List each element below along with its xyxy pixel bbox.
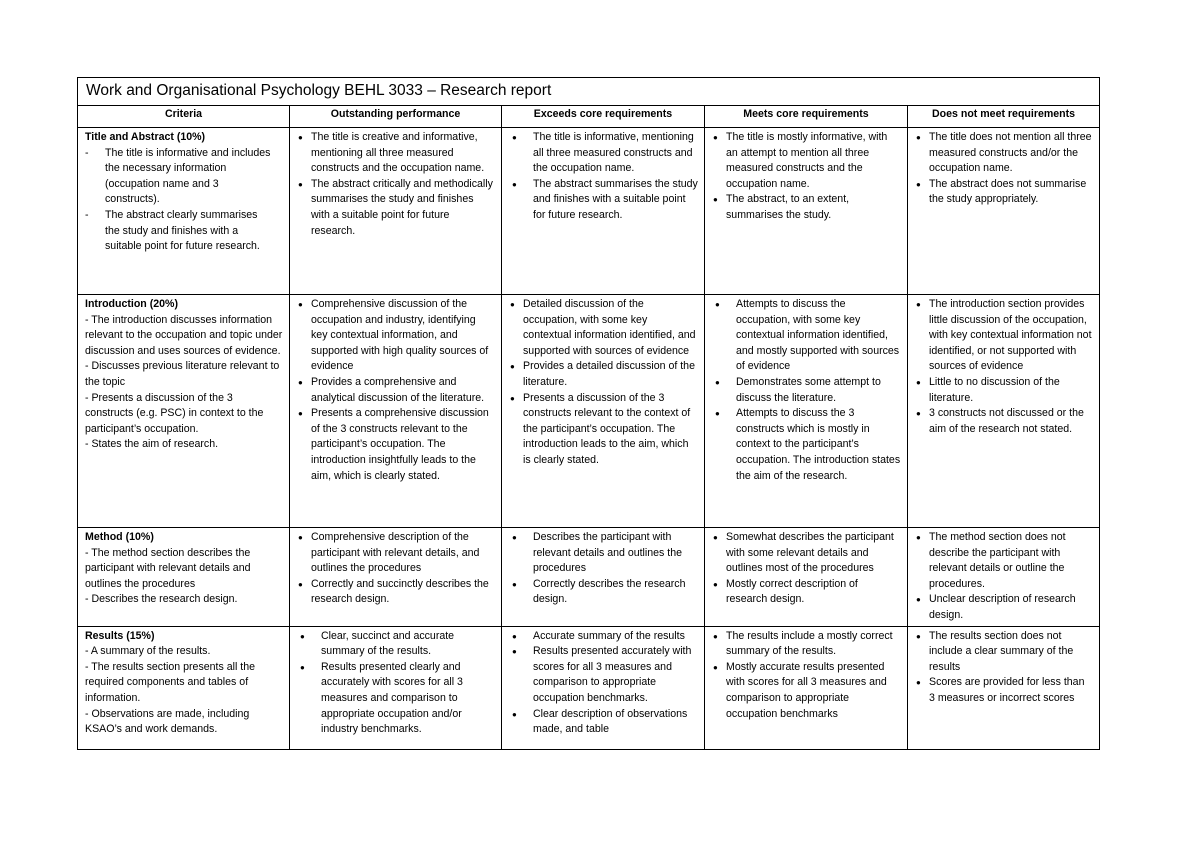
does-not-meet-cell xyxy=(908,128,1100,295)
criteria-line: - Observations are made, including KSAO’s and work demands. xyxy=(85,707,250,736)
list-item: ● Clear description of observations made, and table xyxy=(509,707,698,738)
header-outstanding: Outstanding performance xyxy=(290,106,502,128)
header-row xyxy=(78,106,1100,128)
meets-cell xyxy=(705,528,908,627)
criteria-line: - Presents a discussion of the 3 constructs (e.g. PSC) in context to the participant’s occupation. xyxy=(85,391,264,435)
criteria-line: - The introduction discusses information relevant to the occupation and topic under discussion and uses sources of evidence. xyxy=(85,313,283,357)
list-item: ● The title does not mention all three measured constructs and/or the occupation name. xyxy=(915,130,1093,177)
criteria-item: - The title is informative and includes the necessary information (occupation name and 3 constructs). xyxy=(85,146,283,208)
list-item: ● The title is creative and informative, mentioning all three measured constructs and the occupation name. xyxy=(297,130,495,177)
criteria-cell xyxy=(78,295,290,528)
list-item: ● Unclear description of research design. xyxy=(915,592,1093,623)
header-meets: Meets core requirements xyxy=(705,106,908,128)
list-item: ● Somewhat describes the participant with some relevant details and outlines most of the procedures xyxy=(712,530,901,577)
header-does-not-meet: Does not meet requirements xyxy=(908,106,1100,128)
list-item: ● Provides a comprehensive and analytical discussion of the literature. xyxy=(297,375,495,406)
list-item: ● The abstract does not summarise the study appropriately. xyxy=(915,177,1093,208)
exceeds-cell xyxy=(502,128,705,295)
list-item: ● The results section does not include a clear summary of the results xyxy=(915,629,1093,676)
meets-cell xyxy=(705,295,908,528)
list-item: ● The title is informative, mentioning all three measured constructs and the occupation name. xyxy=(509,130,698,177)
table-row xyxy=(78,626,1100,749)
list-item: ● Comprehensive description of the participant with relevant details, and outlines the procedures xyxy=(297,530,495,577)
criteria-cell xyxy=(78,626,290,749)
rubric-table xyxy=(77,77,1100,750)
list-item: ● The title is mostly informative, with an attempt to mention all three measured constructs and the occupation name. xyxy=(712,130,901,192)
does-not-meet-cell xyxy=(908,626,1100,749)
exceeds-cell xyxy=(502,528,705,627)
header-criteria: Criteria xyxy=(78,106,290,128)
meets-cell xyxy=(705,128,908,295)
list-item: ● The abstract summarises the study and finishes with a suitable point for future research. xyxy=(509,177,698,224)
list-item: ● The abstract critically and methodically summarises the study and finishes with a suitable point for future research. xyxy=(297,177,495,239)
criteria-title: Method (10%) xyxy=(85,531,154,543)
list-item: ● Results presented clearly and accurately with scores for all 3 measures and comparison to appropriate occupation and/or industry benchmarks. xyxy=(297,660,495,738)
criteria-line: - Discusses previous literature relevant to the topic xyxy=(85,360,280,388)
list-item: ● Presents a comprehensive discussion of the 3 constructs relevant to the participant’s occupation. The introduction insightfully leads to the aim, which is clearly stated. xyxy=(297,406,495,484)
criteria-line: - A summary of the results. xyxy=(85,645,211,658)
list-item: ● 3 constructs not discussed or the aim of the research not stated. xyxy=(915,406,1093,437)
list-item: ● Comprehensive discussion of the occupation and industry, identifying key contextual information, and supported with high quality sources of evidence xyxy=(297,297,495,375)
list-item: ● Attempts to discuss the 3 constructs which is mostly in context to the participant’s occupation. The introduction states the aim of the research. xyxy=(712,406,901,484)
list-item: ● Little to no discussion of the literature. xyxy=(915,375,1093,406)
criteria-line: - States the aim of research. xyxy=(85,438,219,451)
criteria-line: - The results section presents all the required components and tables of information. xyxy=(85,660,255,704)
criteria-item: - The abstract clearly summarises the study and finishes with a suitable point for future research. xyxy=(85,208,283,255)
exceeds-cell xyxy=(502,626,705,749)
meets-cell xyxy=(705,626,908,749)
list-item: ● The introduction section provides little discussion of the occupation, with key contextual information not identified, or not supported with sources of evidence xyxy=(915,297,1093,375)
table-row xyxy=(78,128,1100,295)
does-not-meet-cell xyxy=(908,528,1100,627)
criteria-list xyxy=(85,146,283,255)
criteria-line: - The method section describes the participant with relevant details and outlines the procedures xyxy=(85,546,251,590)
header-exceeds: Exceeds core requirements xyxy=(502,106,705,128)
list-item: ● The abstract, to an extent, summarises the study. xyxy=(712,192,901,223)
criteria-cell xyxy=(78,528,290,627)
criteria-title: Title and Abstract (10%) xyxy=(85,131,206,143)
exceeds-cell xyxy=(502,295,705,528)
does-not-meet-cell xyxy=(908,295,1100,528)
outstanding-cell xyxy=(290,295,502,528)
outstanding-cell xyxy=(290,626,502,749)
list-item: ● Results presented accurately with scores for all 3 measures and comparison to appropriate occupation benchmarks. xyxy=(509,644,698,706)
list-item: ● The method section does not describe the participant with relevant details or outline the procedures. xyxy=(915,530,1093,592)
table-row xyxy=(78,528,1100,627)
document-title: Work and Organisational Psychology BEHL 3033 – Research report xyxy=(78,78,1100,106)
list-item: ● Detailed discussion of the occupation, with some key contextual information identified, and supported with sources of evidence xyxy=(509,297,698,359)
outstanding-cell xyxy=(290,528,502,627)
list-item: ● Scores are provided for less than 3 measures or incorrect scores xyxy=(915,675,1093,706)
table-row xyxy=(78,295,1100,528)
list-item: ● Attempts to discuss the occupation, with some key contextual information identified, and mostly supported with sources of evidence xyxy=(712,297,901,375)
list-item: ● Correctly and succinctly describes the research design. xyxy=(297,577,495,608)
list-item: ● Correctly describes the research design. xyxy=(509,577,698,608)
list-item: ● Presents a discussion of the 3 constructs relevant to the context of the participant’s occupation. The introduction leads to the aim, which is clearly stated. xyxy=(509,391,698,469)
criteria-title: Introduction (20%) xyxy=(85,298,178,310)
list-item: ● Provides a detailed discussion of the literature. xyxy=(509,359,698,390)
list-item: ● Accurate summary of the results xyxy=(509,629,698,645)
list-item: ● Clear, succinct and accurate summary of the results. xyxy=(297,629,495,660)
list-item: ● The results include a mostly correct summary of the results. xyxy=(712,629,901,660)
criteria-cell xyxy=(78,128,290,295)
outstanding-cell xyxy=(290,128,502,295)
criteria-title: Results (15%) xyxy=(85,629,155,642)
list-item: ● Demonstrates some attempt to discuss the literature. xyxy=(712,375,901,406)
list-item: ● Mostly correct description of research design. xyxy=(712,577,901,608)
list-item: ● Mostly accurate results presented with scores for all 3 measures and comparison to appropriate occupation benchmarks xyxy=(712,660,901,722)
list-item: ● Describes the participant with relevant details and outlines the procedures xyxy=(509,530,698,577)
criteria-line: - Describes the research design. xyxy=(85,593,238,606)
